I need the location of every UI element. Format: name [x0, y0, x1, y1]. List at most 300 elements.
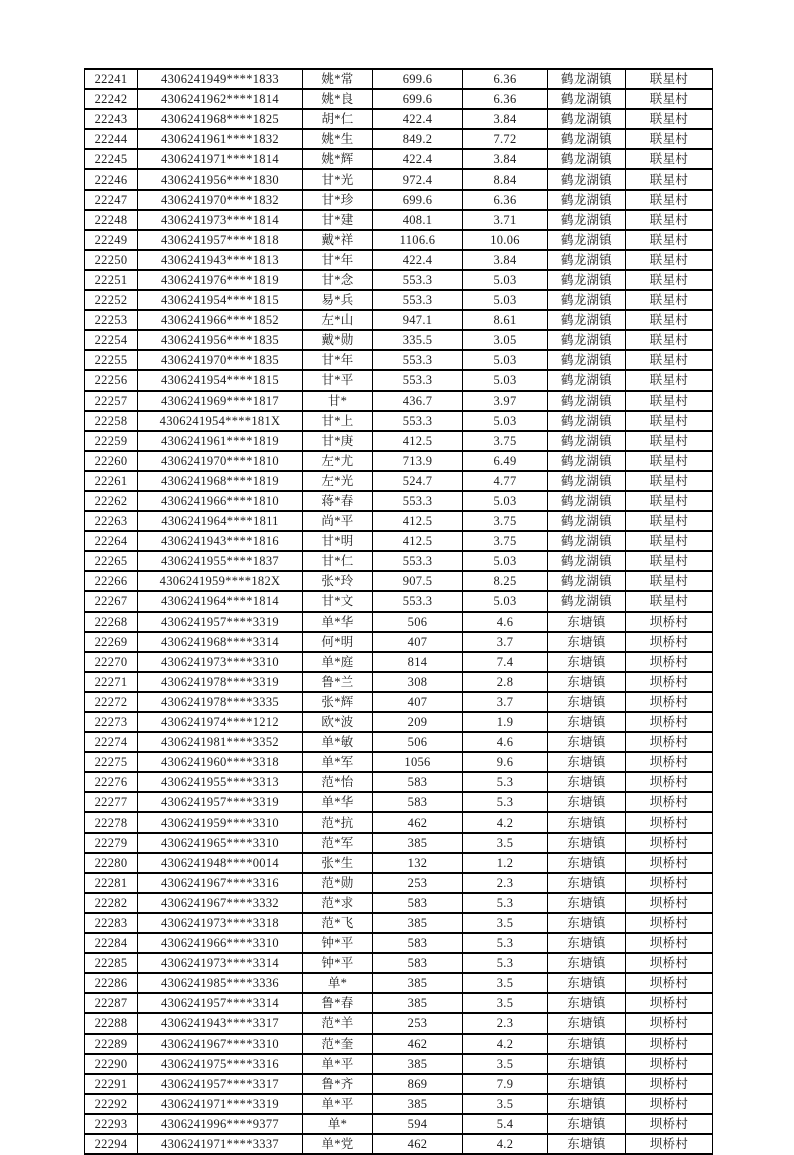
- cell-serial-number: 22274: [85, 732, 138, 752]
- cell-town: 鹤龙湖镇: [548, 491, 626, 511]
- cell-id-number: 4306241943****1816: [138, 531, 303, 551]
- cell-village: 联星村: [626, 471, 713, 491]
- cell-secondary-amount: 5.3: [463, 933, 548, 953]
- cell-village: 联星村: [626, 89, 713, 109]
- table-row: [85, 531, 713, 551]
- cell-person-name: 张*辉: [303, 692, 373, 712]
- cell-town: 东塘镇: [548, 853, 626, 873]
- cell-village: 坝桥村: [626, 772, 713, 792]
- cell-id-number: 4306241970****1810: [138, 451, 303, 471]
- cell-village: 联星村: [626, 169, 713, 189]
- cell-serial-number: 22270: [85, 652, 138, 672]
- cell-village: 联星村: [626, 230, 713, 250]
- cell-amount: 436.7: [373, 391, 463, 411]
- cell-serial-number: 22294: [85, 1134, 138, 1154]
- cell-amount: 583: [373, 953, 463, 973]
- table-row: [85, 1074, 713, 1094]
- cell-amount: 209: [373, 712, 463, 732]
- cell-person-name: 尚*平: [303, 511, 373, 531]
- cell-town: 东塘镇: [548, 712, 626, 732]
- cell-serial-number: 22267: [85, 591, 138, 611]
- cell-person-name: 甘*明: [303, 531, 373, 551]
- cell-person-name: 单*党: [303, 1134, 373, 1154]
- cell-village: 联星村: [626, 551, 713, 571]
- cell-village: 联星村: [626, 370, 713, 390]
- cell-secondary-amount: 1.9: [463, 712, 548, 732]
- cell-id-number: 4306241985****3336: [138, 973, 303, 993]
- cell-village: 坝桥村: [626, 792, 713, 812]
- cell-person-name: 甘*年: [303, 350, 373, 370]
- cell-id-number: 4306241957****3314: [138, 993, 303, 1013]
- cell-amount: 385: [373, 1054, 463, 1074]
- table-row: [85, 853, 713, 873]
- cell-amount: 583: [373, 792, 463, 812]
- table-row: [85, 1134, 713, 1154]
- cell-amount: 553.3: [373, 591, 463, 611]
- table-row: [85, 672, 713, 692]
- cell-amount: 553.3: [373, 411, 463, 431]
- cell-person-name: 鲁*兰: [303, 672, 373, 692]
- cell-town: 鹤龙湖镇: [548, 350, 626, 370]
- cell-serial-number: 22276: [85, 772, 138, 792]
- cell-amount: 699.6: [373, 89, 463, 109]
- cell-secondary-amount: 10.06: [463, 230, 548, 250]
- cell-village: 坝桥村: [626, 873, 713, 893]
- cell-village: 联星村: [626, 571, 713, 591]
- cell-village: 坝桥村: [626, 1114, 713, 1134]
- cell-village: 坝桥村: [626, 672, 713, 692]
- cell-amount: 385: [373, 993, 463, 1013]
- cell-town: 东塘镇: [548, 1074, 626, 1094]
- cell-town: 鹤龙湖镇: [548, 190, 626, 210]
- table-row: [85, 652, 713, 672]
- cell-town: 鹤龙湖镇: [548, 551, 626, 571]
- cell-id-number: 4306241960****3318: [138, 752, 303, 772]
- cell-serial-number: 22266: [85, 571, 138, 591]
- cell-amount: 553.3: [373, 290, 463, 310]
- cell-person-name: 甘*文: [303, 591, 373, 611]
- table-row: [85, 290, 713, 310]
- cell-person-name: 范*求: [303, 893, 373, 913]
- table-row: [85, 69, 713, 89]
- cell-town: 鹤龙湖镇: [548, 270, 626, 290]
- cell-id-number: 4306241970****1835: [138, 350, 303, 370]
- cell-amount: 385: [373, 833, 463, 853]
- cell-id-number: 4306241956****1835: [138, 330, 303, 350]
- cell-town: 东塘镇: [548, 1013, 626, 1033]
- cell-secondary-amount: 2.8: [463, 672, 548, 692]
- cell-person-name: 姚*常: [303, 69, 373, 89]
- cell-town: 鹤龙湖镇: [548, 391, 626, 411]
- cell-town: 鹤龙湖镇: [548, 411, 626, 431]
- cell-amount: 583: [373, 772, 463, 792]
- cell-secondary-amount: 5.03: [463, 591, 548, 611]
- cell-amount: 412.5: [373, 531, 463, 551]
- cell-secondary-amount: 6.49: [463, 451, 548, 471]
- cell-village: 坝桥村: [626, 1013, 713, 1033]
- cell-town: 东塘镇: [548, 1054, 626, 1074]
- cell-amount: 308: [373, 672, 463, 692]
- cell-id-number: 4306241954****181X: [138, 411, 303, 431]
- cell-village: 坝桥村: [626, 1034, 713, 1054]
- table-row: [85, 330, 713, 350]
- cell-id-number: 4306241943****3317: [138, 1013, 303, 1033]
- cell-town: 鹤龙湖镇: [548, 129, 626, 149]
- cell-town: 鹤龙湖镇: [548, 290, 626, 310]
- cell-person-name: 单*华: [303, 612, 373, 632]
- cell-secondary-amount: 5.3: [463, 772, 548, 792]
- cell-amount: 506: [373, 732, 463, 752]
- cell-serial-number: 22293: [85, 1114, 138, 1134]
- cell-id-number: 4306241948****0014: [138, 853, 303, 873]
- cell-amount: 422.4: [373, 109, 463, 129]
- cell-amount: 253: [373, 873, 463, 893]
- cell-person-name: 甘*: [303, 391, 373, 411]
- cell-town: 鹤龙湖镇: [548, 89, 626, 109]
- table-row: [85, 732, 713, 752]
- table-row: [85, 1094, 713, 1114]
- cell-village: 坝桥村: [626, 752, 713, 772]
- cell-person-name: 张*玲: [303, 571, 373, 591]
- cell-serial-number: 22247: [85, 190, 138, 210]
- cell-serial-number: 22257: [85, 391, 138, 411]
- cell-serial-number: 22265: [85, 551, 138, 571]
- cell-person-name: 左*光: [303, 471, 373, 491]
- cell-secondary-amount: 4.2: [463, 1034, 548, 1054]
- cell-id-number: 4306241965****3310: [138, 833, 303, 853]
- cell-village: 联星村: [626, 511, 713, 531]
- cell-village: 联星村: [626, 210, 713, 230]
- table-row: [85, 89, 713, 109]
- cell-person-name: 姚*良: [303, 89, 373, 109]
- cell-town: 东塘镇: [548, 732, 626, 752]
- cell-person-name: 单*: [303, 1114, 373, 1134]
- cell-amount: 947.1: [373, 310, 463, 330]
- cell-amount: 1106.6: [373, 230, 463, 250]
- cell-serial-number: 22251: [85, 270, 138, 290]
- cell-secondary-amount: 2.3: [463, 873, 548, 893]
- cell-secondary-amount: 6.36: [463, 190, 548, 210]
- cell-village: 联星村: [626, 591, 713, 611]
- cell-id-number: 4306241968****1825: [138, 109, 303, 129]
- cell-serial-number: 22246: [85, 169, 138, 189]
- cell-secondary-amount: 3.5: [463, 913, 548, 933]
- table-row: [85, 551, 713, 571]
- cell-secondary-amount: 5.03: [463, 411, 548, 431]
- cell-id-number: 4306241971****3337: [138, 1134, 303, 1154]
- cell-serial-number: 22292: [85, 1094, 138, 1114]
- cell-serial-number: 22284: [85, 933, 138, 953]
- cell-village: 联星村: [626, 290, 713, 310]
- table-row: [85, 370, 713, 390]
- table-row: [85, 511, 713, 531]
- cell-serial-number: 22263: [85, 511, 138, 531]
- cell-town: 鹤龙湖镇: [548, 330, 626, 350]
- cell-id-number: 4306241973****3318: [138, 913, 303, 933]
- cell-village: 坝桥村: [626, 913, 713, 933]
- cell-secondary-amount: 9.6: [463, 752, 548, 772]
- cell-amount: 462: [373, 812, 463, 832]
- cell-amount: 462: [373, 1134, 463, 1154]
- cell-person-name: 甘*仁: [303, 551, 373, 571]
- cell-secondary-amount: 3.84: [463, 109, 548, 129]
- cell-person-name: 蒋*春: [303, 491, 373, 511]
- cell-serial-number: 22261: [85, 471, 138, 491]
- cell-serial-number: 22281: [85, 873, 138, 893]
- table-row: [85, 833, 713, 853]
- cell-amount: 699.6: [373, 69, 463, 89]
- table-row: [85, 451, 713, 471]
- cell-amount: 553.3: [373, 270, 463, 290]
- cell-secondary-amount: 6.36: [463, 69, 548, 89]
- cell-id-number: 4306241957****3319: [138, 792, 303, 812]
- cell-id-number: 4306241978****3335: [138, 692, 303, 712]
- cell-town: 东塘镇: [548, 672, 626, 692]
- cell-amount: 506: [373, 612, 463, 632]
- cell-person-name: 范*勋: [303, 873, 373, 893]
- cell-amount: 849.2: [373, 129, 463, 149]
- cell-secondary-amount: 3.75: [463, 431, 548, 451]
- table-row: [85, 873, 713, 893]
- cell-person-name: 范*抗: [303, 812, 373, 832]
- cell-amount: 553.3: [373, 370, 463, 390]
- cell-town: 鹤龙湖镇: [548, 210, 626, 230]
- cell-person-name: 左*山: [303, 310, 373, 330]
- cell-serial-number: 22283: [85, 913, 138, 933]
- cell-serial-number: 22245: [85, 149, 138, 169]
- cell-id-number: 4306241961****1819: [138, 431, 303, 451]
- cell-serial-number: 22255: [85, 350, 138, 370]
- cell-amount: 422.4: [373, 250, 463, 270]
- table-row: [85, 973, 713, 993]
- cell-serial-number: 22280: [85, 853, 138, 873]
- cell-person-name: 左*尤: [303, 451, 373, 471]
- cell-person-name: 甘*珍: [303, 190, 373, 210]
- cell-id-number: 4306241976****1819: [138, 270, 303, 290]
- cell-amount: 407: [373, 632, 463, 652]
- cell-secondary-amount: 4.2: [463, 812, 548, 832]
- cell-serial-number: 22285: [85, 953, 138, 973]
- cell-secondary-amount: 3.05: [463, 330, 548, 350]
- cell-id-number: 4306241949****1833: [138, 69, 303, 89]
- cell-amount: 132: [373, 853, 463, 873]
- cell-town: 东塘镇: [548, 632, 626, 652]
- cell-id-number: 4306241964****1814: [138, 591, 303, 611]
- cell-person-name: 范*怡: [303, 772, 373, 792]
- cell-town: 东塘镇: [548, 1094, 626, 1114]
- cell-secondary-amount: 4.6: [463, 612, 548, 632]
- cell-village: 联星村: [626, 149, 713, 169]
- cell-secondary-amount: 3.75: [463, 531, 548, 551]
- cell-town: 东塘镇: [548, 772, 626, 792]
- cell-serial-number: 22241: [85, 69, 138, 89]
- cell-village: 联星村: [626, 190, 713, 210]
- cell-village: 联星村: [626, 391, 713, 411]
- table-row: [85, 250, 713, 270]
- cell-secondary-amount: 3.75: [463, 511, 548, 531]
- table-row: [85, 812, 713, 832]
- cell-town: 东塘镇: [548, 933, 626, 953]
- cell-person-name: 单*敏: [303, 732, 373, 752]
- cell-village: 联星村: [626, 270, 713, 290]
- cell-person-name: 戴*勋: [303, 330, 373, 350]
- cell-town: 东塘镇: [548, 692, 626, 712]
- cell-village: 联星村: [626, 491, 713, 511]
- cell-village: 坝桥村: [626, 933, 713, 953]
- cell-person-name: 单*平: [303, 1054, 373, 1074]
- cell-secondary-amount: 3.97: [463, 391, 548, 411]
- cell-person-name: 单*: [303, 973, 373, 993]
- cell-secondary-amount: 3.5: [463, 1054, 548, 1074]
- cell-village: 联星村: [626, 431, 713, 451]
- cell-amount: 972.4: [373, 169, 463, 189]
- cell-person-name: 甘*建: [303, 210, 373, 230]
- cell-town: 东塘镇: [548, 893, 626, 913]
- cell-village: 坝桥村: [626, 1134, 713, 1154]
- cell-id-number: 4306241959****182X: [138, 571, 303, 591]
- cell-town: 鹤龙湖镇: [548, 69, 626, 89]
- cell-village: 坝桥村: [626, 993, 713, 1013]
- cell-village: 坝桥村: [626, 853, 713, 873]
- cell-village: 联星村: [626, 69, 713, 89]
- table-row: [85, 792, 713, 812]
- table-row: [85, 1114, 713, 1134]
- table-row: [85, 893, 713, 913]
- cell-town: 东塘镇: [548, 752, 626, 772]
- cell-secondary-amount: 7.4: [463, 652, 548, 672]
- cell-id-number: 4306241971****3319: [138, 1094, 303, 1114]
- table-row: [85, 913, 713, 933]
- cell-amount: 385: [373, 913, 463, 933]
- cell-secondary-amount: 2.3: [463, 1013, 548, 1033]
- cell-id-number: 4306241968****1819: [138, 471, 303, 491]
- cell-person-name: 欧*波: [303, 712, 373, 732]
- cell-id-number: 4306241943****1813: [138, 250, 303, 270]
- cell-id-number: 4306241956****1830: [138, 169, 303, 189]
- cell-serial-number: 22290: [85, 1054, 138, 1074]
- cell-person-name: 单*华: [303, 792, 373, 812]
- cell-serial-number: 22271: [85, 672, 138, 692]
- cell-serial-number: 22249: [85, 230, 138, 250]
- cell-town: 东塘镇: [548, 1114, 626, 1134]
- table-row: [85, 350, 713, 370]
- cell-id-number: 4306241981****3352: [138, 732, 303, 752]
- cell-amount: 412.5: [373, 431, 463, 451]
- table-row: [85, 1013, 713, 1033]
- cell-secondary-amount: 8.61: [463, 310, 548, 330]
- cell-id-number: 4306241967****3332: [138, 893, 303, 913]
- cell-id-number: 4306241957****1818: [138, 230, 303, 250]
- cell-amount: 553.3: [373, 551, 463, 571]
- cell-id-number: 4306241971****1814: [138, 149, 303, 169]
- cell-person-name: 范*飞: [303, 913, 373, 933]
- cell-amount: 422.4: [373, 149, 463, 169]
- cell-person-name: 鲁*春: [303, 993, 373, 1013]
- cell-secondary-amount: 3.84: [463, 250, 548, 270]
- cell-town: 东塘镇: [548, 812, 626, 832]
- cell-village: 坝桥村: [626, 652, 713, 672]
- cell-id-number: 4306241966****3310: [138, 933, 303, 953]
- cell-person-name: 甘*平: [303, 370, 373, 390]
- cell-person-name: 范*奎: [303, 1034, 373, 1054]
- cell-serial-number: 22260: [85, 451, 138, 471]
- cell-town: 鹤龙湖镇: [548, 571, 626, 591]
- cell-person-name: 姚*辉: [303, 149, 373, 169]
- cell-serial-number: 22254: [85, 330, 138, 350]
- cell-serial-number: 22259: [85, 431, 138, 451]
- cell-amount: 524.7: [373, 471, 463, 491]
- cell-person-name: 姚*生: [303, 129, 373, 149]
- cell-secondary-amount: 5.03: [463, 350, 548, 370]
- cell-secondary-amount: 3.71: [463, 210, 548, 230]
- cell-town: 东塘镇: [548, 973, 626, 993]
- cell-village: 联星村: [626, 451, 713, 471]
- table-row: [85, 270, 713, 290]
- cell-town: 东塘镇: [548, 1034, 626, 1054]
- cell-id-number: 4306241967****3310: [138, 1034, 303, 1054]
- cell-serial-number: 22277: [85, 792, 138, 812]
- cell-secondary-amount: 5.03: [463, 491, 548, 511]
- cell-secondary-amount: 3.84: [463, 149, 548, 169]
- cell-serial-number: 22248: [85, 210, 138, 230]
- cell-secondary-amount: 3.7: [463, 632, 548, 652]
- cell-village: 坝桥村: [626, 1074, 713, 1094]
- cell-serial-number: 22244: [85, 129, 138, 149]
- cell-town: 东塘镇: [548, 652, 626, 672]
- cell-serial-number: 22289: [85, 1034, 138, 1054]
- cell-person-name: 何*明: [303, 632, 373, 652]
- cell-person-name: 甘*庚: [303, 431, 373, 451]
- cell-secondary-amount: 8.25: [463, 571, 548, 591]
- table-row: [85, 752, 713, 772]
- cell-secondary-amount: 3.5: [463, 973, 548, 993]
- table-row: [85, 692, 713, 712]
- cell-serial-number: 22275: [85, 752, 138, 772]
- cell-serial-number: 22250: [85, 250, 138, 270]
- cell-id-number: 4306241974****1212: [138, 712, 303, 732]
- table-row: [85, 391, 713, 411]
- cell-serial-number: 22243: [85, 109, 138, 129]
- table-row: [85, 632, 713, 652]
- cell-town: 鹤龙湖镇: [548, 149, 626, 169]
- cell-town: 东塘镇: [548, 833, 626, 853]
- cell-secondary-amount: 5.03: [463, 551, 548, 571]
- cell-secondary-amount: 5.03: [463, 270, 548, 290]
- cell-village: 坝桥村: [626, 953, 713, 973]
- cell-village: 坝桥村: [626, 812, 713, 832]
- table-row: [85, 933, 713, 953]
- cell-village: 坝桥村: [626, 1094, 713, 1114]
- table-row: [85, 571, 713, 591]
- cell-town: 东塘镇: [548, 1134, 626, 1154]
- cell-town: 鹤龙湖镇: [548, 531, 626, 551]
- cell-village: 联星村: [626, 250, 713, 270]
- cell-id-number: 4306241966****1810: [138, 491, 303, 511]
- cell-person-name: 张*生: [303, 853, 373, 873]
- cell-village: 联星村: [626, 531, 713, 551]
- cell-secondary-amount: 3.7: [463, 692, 548, 712]
- table-row: [85, 109, 713, 129]
- cell-village: 联星村: [626, 350, 713, 370]
- table-row: [85, 210, 713, 230]
- table-row: [85, 712, 713, 732]
- cell-amount: 385: [373, 973, 463, 993]
- cell-village: 坝桥村: [626, 692, 713, 712]
- records-table: [84, 68, 713, 1155]
- cell-amount: 462: [373, 1034, 463, 1054]
- cell-amount: 699.6: [373, 190, 463, 210]
- cell-serial-number: 22268: [85, 612, 138, 632]
